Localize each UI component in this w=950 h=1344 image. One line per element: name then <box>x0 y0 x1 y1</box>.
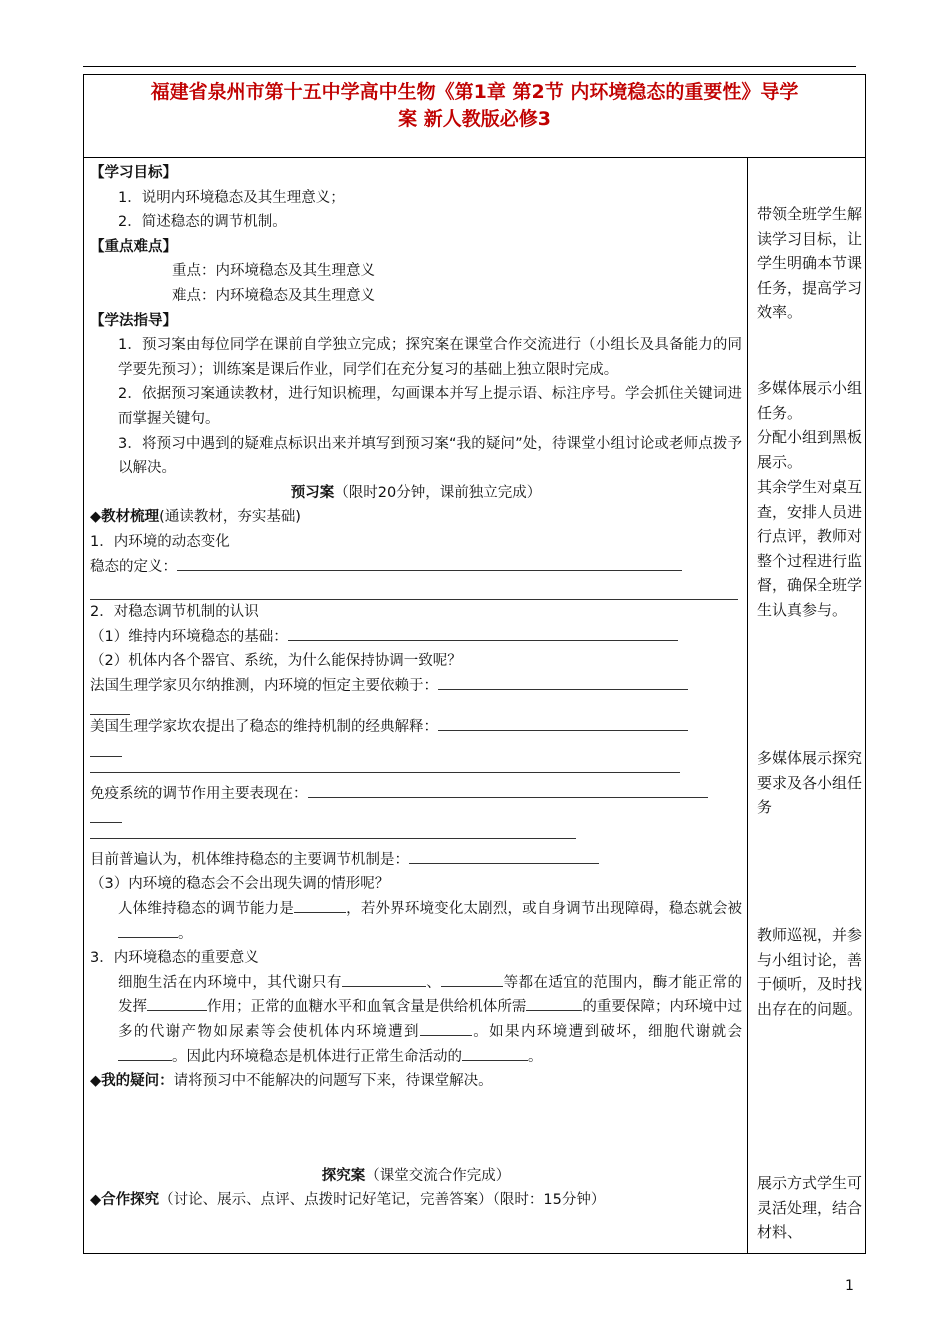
answer-blank[interactable] <box>147 996 207 1011</box>
answer-blank[interactable] <box>420 1021 472 1036</box>
side-note-7 <box>757 1171 862 1245</box>
side-text: 带领全班学生解读学习目标，让学生明确本节课任务，提高学习效率。 <box>757 205 863 322</box>
coop-heading: ◆合作探究 <box>90 1192 160 1209</box>
title-line-1: 福建省泉州市第十五中学高中生物《第1章 第2节 内环境稳态的重要性》导学 <box>150 81 799 103</box>
question-text: 请将预习中不能解决的问题写下来，待课堂解决。 <box>173 1073 493 1090</box>
column-divider <box>747 157 748 1253</box>
preview-heading: 预习案 <box>290 484 335 501</box>
method-2: 2．依据预习案通读教材，进行知识梳理，勾画课本并写上提示语、标注序号。学会抓住关键词进而掌握关键句。 <box>118 386 742 427</box>
answer-line[interactable] <box>90 698 130 715</box>
preview-note: （限时20分钟，课前独立完成） <box>334 484 542 501</box>
text-segment: 。如果内环境遭到破坏，细胞代谢就会 <box>471 1024 743 1040</box>
explore-title <box>90 1164 742 1189</box>
section-2-title: 2．对稳态调节机制的认识 <box>90 604 259 621</box>
answer-line[interactable] <box>90 806 122 823</box>
answer-blank[interactable] <box>409 849 599 864</box>
bernard-label: 法国生理学家贝尔纳推测，内环境的恒定主要依赖于： <box>90 677 438 694</box>
imbalance-answer <box>90 897 742 946</box>
definition-label: 稳态的定义： <box>90 558 177 575</box>
side-note-3 <box>757 425 862 474</box>
question-space[interactable] <box>90 1094 742 1164</box>
side-text: 展示方式学生可灵活处理，结合材料、 <box>757 1174 863 1242</box>
answer-line[interactable] <box>90 740 122 757</box>
objectives-heading: 【学习目标】 <box>90 165 177 181</box>
answer-line[interactable] <box>90 824 576 839</box>
method-heading: 【学法指导】 <box>90 312 177 329</box>
question-line <box>90 1069 742 1094</box>
key-point: 重点：内环境稳态及其生理意义 <box>172 263 375 280</box>
text-segment: 人体维持稳态的调节能力是 <box>118 901 294 918</box>
answer-blank[interactable] <box>177 556 682 571</box>
bernard-line <box>90 674 742 699</box>
objective-1: 1．说明内环境稳态及其生理意义； <box>118 189 345 206</box>
question-heading: ◆我的疑问： <box>90 1073 174 1090</box>
side-note-4 <box>757 475 862 623</box>
text-segment: 。 <box>178 925 193 942</box>
method-3: 3．将预习中遇到的疑难点标识出来并填写到预习案“我的疑问”处，待课堂小组讨论或老师点拨予以解决。 <box>118 435 742 477</box>
page-number: 1 <box>845 1278 854 1294</box>
side-note-5 <box>757 746 862 820</box>
answer-blank[interactable] <box>342 972 426 987</box>
answer-blank[interactable] <box>288 626 678 641</box>
answer-blank[interactable] <box>462 1046 528 1061</box>
text-segment: 作用；正常的血糖水平和血氧含量是供给机体所需 <box>207 999 527 1016</box>
text-segment: 。因此内环境稳态是机体进行正常生命活动的 <box>172 1048 462 1065</box>
side-text: 其余学生对桌互查，安排人员进行点评，教师对整个过程进行监督，确保全班学生认真参与。 <box>757 478 863 619</box>
cannon-label: 美国生理学家坎农提出了稳态的维持机制的经典解释： <box>90 719 438 736</box>
answer-line[interactable] <box>90 579 738 600</box>
answer-blank[interactable] <box>526 996 582 1011</box>
section-1-title: 1．内环境的动态变化 <box>90 533 230 550</box>
cannon-line <box>90 715 742 740</box>
coop-text: （讨论、展示、点评、点拨时记好笔记，完善答案）（限时：15分钟） <box>159 1192 606 1209</box>
side-text: 多媒体展示小组任务。 <box>757 379 863 422</box>
text-segment: ，若外界环境变化太剧烈，或自身调节出现障碍，稳态就会被 <box>346 901 742 918</box>
coordination-question: （2）机体内各个器官、系统，为什么能保持协调一致呢？ <box>90 653 462 670</box>
answer-blank[interactable] <box>438 716 688 731</box>
imbalance-question: （3）内环境的稳态会不会出现失调的情形呢？ <box>90 876 390 893</box>
answer-line[interactable] <box>90 758 680 773</box>
section-3-title: 3．内环境稳态的重要意义 <box>90 950 259 967</box>
side-text: 教师巡视，并参与小组讨论，善于倾听，及时找出存在的问题。 <box>757 926 863 1018</box>
basis-line <box>90 625 742 650</box>
document-title <box>84 75 865 133</box>
side-note-1 <box>757 202 862 325</box>
method-1: 1．预习案由每位同学在课前自学独立完成；探究案在课堂合作交流进行（小组长及具备能力的同学要先预习）；训练案是课后作业，同学们在充分复习的基础上独立限时完成。 <box>118 337 742 378</box>
side-text: 分配小组到黑板展示。 <box>757 428 863 471</box>
answer-blank[interactable] <box>118 923 178 938</box>
text-segment: 、 <box>425 974 442 991</box>
header-rule <box>83 66 856 67</box>
objective-2: 2．简述稳态的调节机制。 <box>118 214 287 231</box>
key-heading: 【重点难点】 <box>90 238 177 255</box>
answer-blank[interactable] <box>294 898 346 913</box>
material-line <box>90 505 742 530</box>
mechanism-line <box>90 848 742 873</box>
answer-blank[interactable] <box>441 972 503 987</box>
preview-title <box>90 481 742 506</box>
immune-label: 免疫系统的调节作用主要表现在： <box>90 785 308 802</box>
text-segment: 等都在适宜的范围内，酶才能正常的发挥 <box>118 974 743 1016</box>
text-segment: 细胞生活在内环境中，其代谢只有 <box>118 974 342 991</box>
definition-line <box>90 555 742 580</box>
text-segment: 的重要保障；内环境中过多的代谢产物如尿素等会使机体内环境遭到 <box>118 999 743 1040</box>
answer-blank[interactable] <box>438 675 688 690</box>
text-segment: 。 <box>528 1048 543 1065</box>
material-note: (通读教材，夯实基础) <box>159 509 301 526</box>
side-note-6 <box>757 923 862 1021</box>
immune-line <box>90 782 742 807</box>
answer-blank[interactable] <box>118 1046 172 1061</box>
significance-paragraph <box>90 971 742 1069</box>
difficult-point: 难点：内环境稳态及其生理意义 <box>172 287 375 304</box>
answer-blank[interactable] <box>308 783 708 798</box>
lesson-table <box>83 74 866 1254</box>
side-note-2 <box>757 376 862 425</box>
basis-label: （1）维持内环境稳态的基础： <box>90 628 288 645</box>
side-text: 多媒体展示探究要求及各小组任务 <box>757 749 863 817</box>
explore-heading: 探究案 <box>321 1167 366 1184</box>
title-line-2: 案 新人教版必修3 <box>398 108 551 130</box>
title-cell <box>84 75 865 158</box>
mechanism-label: 目前普遍认为，机体维持稳态的主要调节机制是： <box>90 851 409 868</box>
main-column <box>90 161 742 1213</box>
coop-line <box>90 1188 742 1213</box>
explore-note: （课堂交流合作完成） <box>365 1167 511 1184</box>
material-heading: ◆教材梳理 <box>90 509 160 526</box>
